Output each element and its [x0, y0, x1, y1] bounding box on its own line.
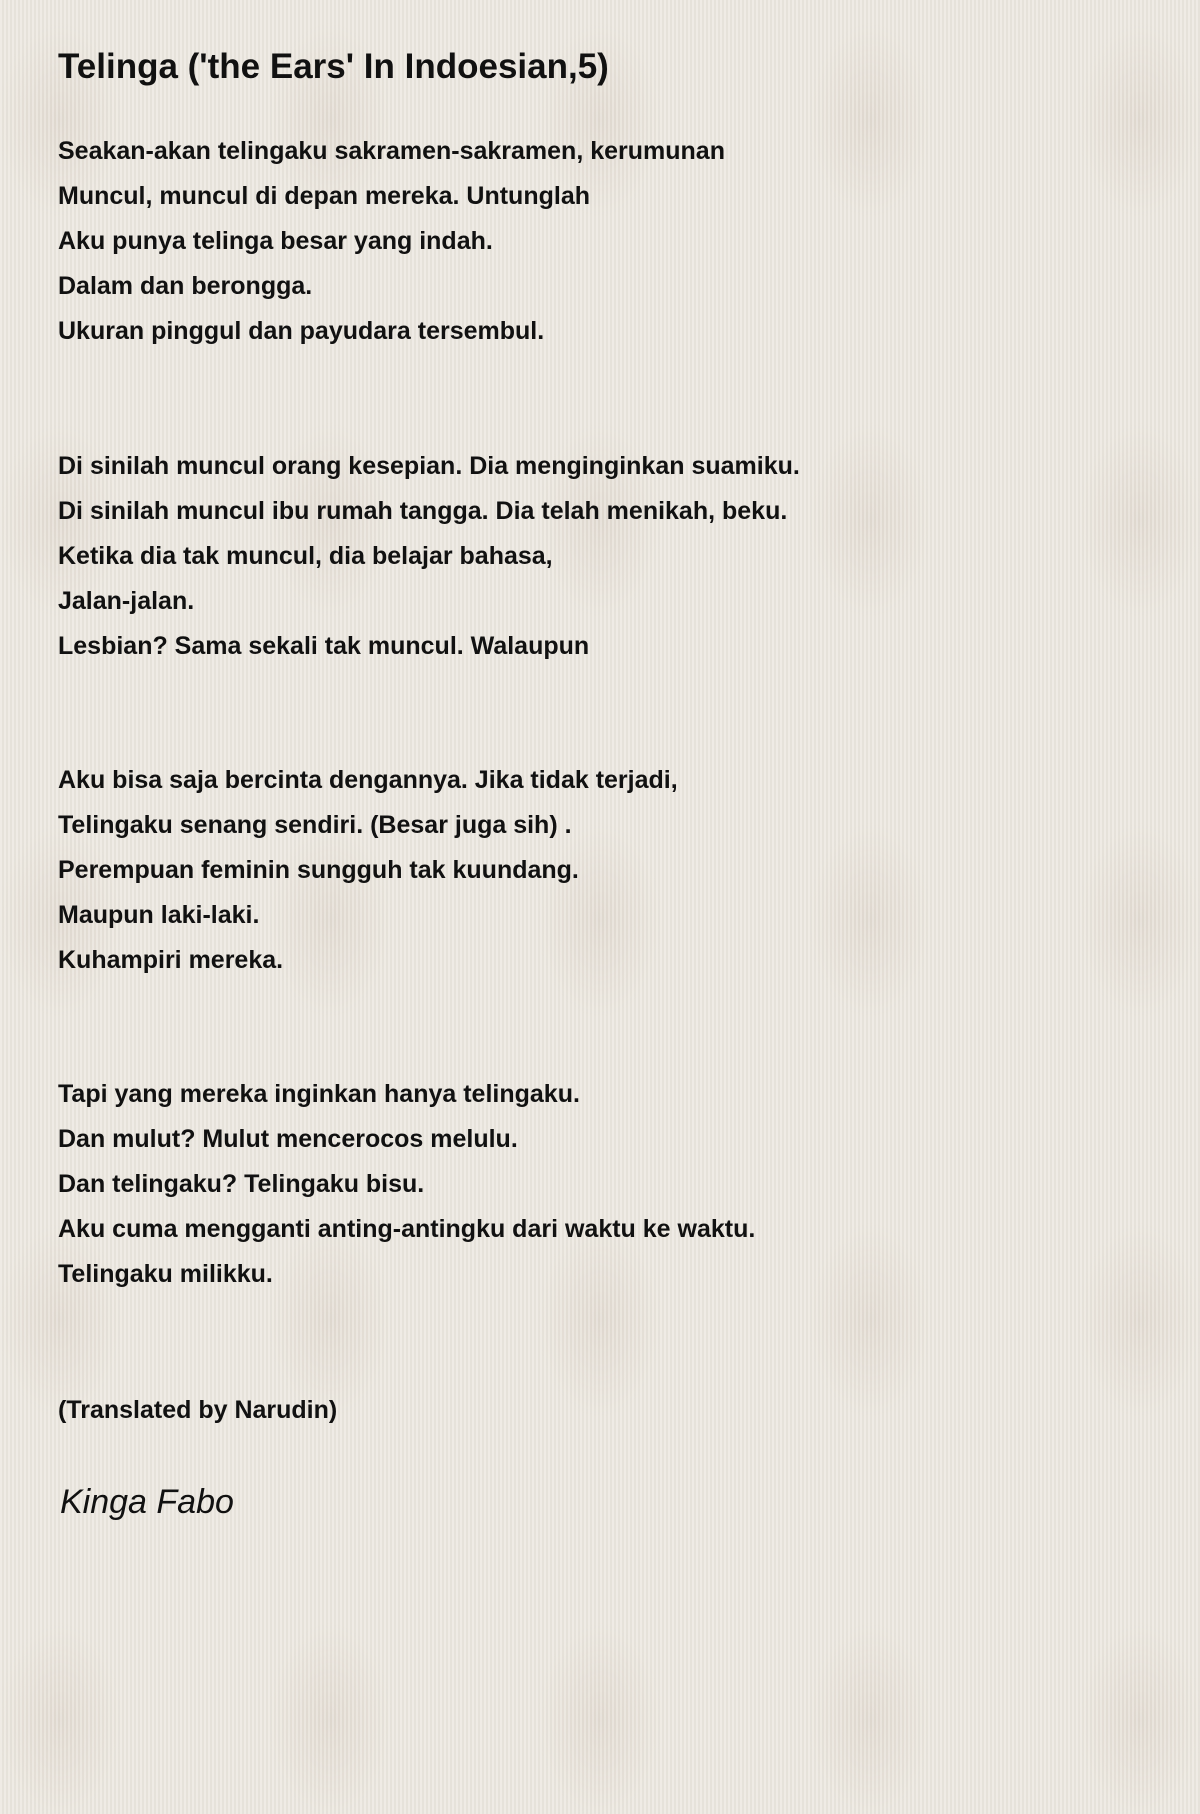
translator-credit: (Translated by Narudin) — [58, 1396, 338, 1424]
poem-line: Jalan-jalan. — [58, 587, 195, 615]
poem-line: Muncul, muncul di depan mereka. Untunglah — [58, 182, 590, 210]
poem-line: Ketika dia tak muncul, dia belajar bahasa, — [58, 542, 553, 570]
author-name: Kinga Fabo — [60, 1483, 234, 1521]
poem-line: Dalam dan berongga. — [58, 272, 313, 300]
poem-line: Perempuan feminin sungguh tak kuundang. — [58, 856, 579, 884]
poem-line: Tapi yang mereka inginkan hanya telingaku. — [58, 1080, 580, 1108]
poem-line: Dan mulut? Mulut mencerocos melulu. — [58, 1125, 518, 1153]
stanza-4 — [58, 1072, 755, 1297]
poem-line: Maupun laki-laki. — [58, 901, 260, 929]
poem-title: Telinga ('the Ears' In Indoesian,5) — [58, 47, 609, 86]
poem-line: Di sinilah muncul orang kesepian. Dia menginginkan suamiku. — [58, 452, 800, 480]
poem-line: Ukuran pinggul dan payudara tersembul. — [58, 317, 545, 345]
poem-line: Seakan-akan telingaku sakramen-sakramen, kerumunan — [58, 137, 725, 165]
poem-line: Aku bisa saja bercinta dengannya. Jika tidak terjadi, — [58, 766, 678, 794]
poem-line: Lesbian? Sama sekali tak muncul. Walaupun — [58, 632, 590, 660]
poem-line: Kuhampiri mereka. — [58, 946, 284, 974]
poem-line: Dan telingaku? Telingaku bisu. — [58, 1170, 425, 1198]
stanza-2 — [58, 444, 800, 669]
poem-line: Aku punya telinga besar yang indah. — [58, 227, 493, 255]
stanza-3 — [58, 758, 678, 983]
poem-line: Aku cuma mengganti anting-antingku dari waktu ke waktu. — [58, 1215, 756, 1243]
stanza-1 — [58, 129, 725, 354]
poem-line: Telingaku senang sendiri. (Besar juga sih) . — [58, 811, 572, 839]
poem-line: Telingaku milikku. — [58, 1260, 273, 1288]
poem-line: Di sinilah muncul ibu rumah tangga. Dia telah menikah, beku. — [58, 497, 788, 525]
